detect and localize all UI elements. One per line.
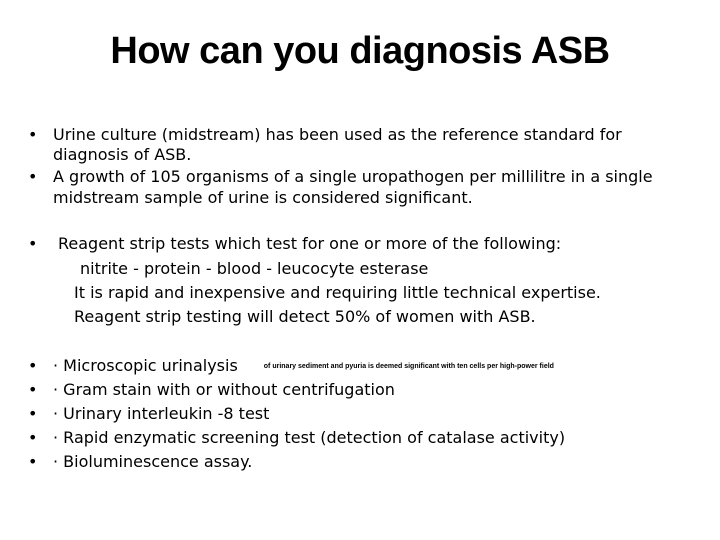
item-text: A growth of 105 organisms of a single uropathogen per millilitre in a single — [53, 167, 653, 186]
bullet: • — [28, 356, 38, 375]
item-text: · Rapid enzymatic screening test (detection of catalase activity) — [53, 428, 566, 447]
bullet: • — [28, 452, 38, 471]
slide-title: How can you diagnosis ASB — [110, 30, 610, 72]
item-footnote-text: of urinary sediment and pyuria is deemed significant with ten cells per high-power field — [263, 362, 554, 370]
item-text: · Urinary interleukin -8 test — [53, 404, 270, 423]
item-text: Reagent strip testing will detect 50% of women with ASB. — [74, 307, 536, 326]
bullet: • — [28, 380, 38, 399]
item-text: Urine culture (midstream) has been used as the reference standard for — [53, 125, 622, 144]
item-text: It is rapid and inexpensive and requiring little technical expertise. — [74, 283, 601, 302]
item-text: · Gram stain with or without centrifugation — [53, 380, 395, 399]
item-text: Reagent strip tests which test for one or more of the following: — [58, 234, 562, 253]
item-main-text: · Microscopic urinalysis — [53, 356, 238, 375]
item-text: diagnosis of ASB. — [53, 145, 192, 164]
item-text: midstream sample of urine is considered significant. — [53, 188, 473, 207]
item-text: · Bioluminescence assay. — [53, 452, 253, 471]
bullet: • — [28, 234, 38, 253]
bullet: • — [28, 167, 38, 186]
bullet: • — [28, 125, 38, 144]
bullet: • — [28, 428, 38, 447]
bullet: • — [28, 404, 38, 423]
item-text: nitrite - protein - blood - leucocyte esterase — [80, 259, 429, 278]
item-text — [53, 355, 554, 378]
